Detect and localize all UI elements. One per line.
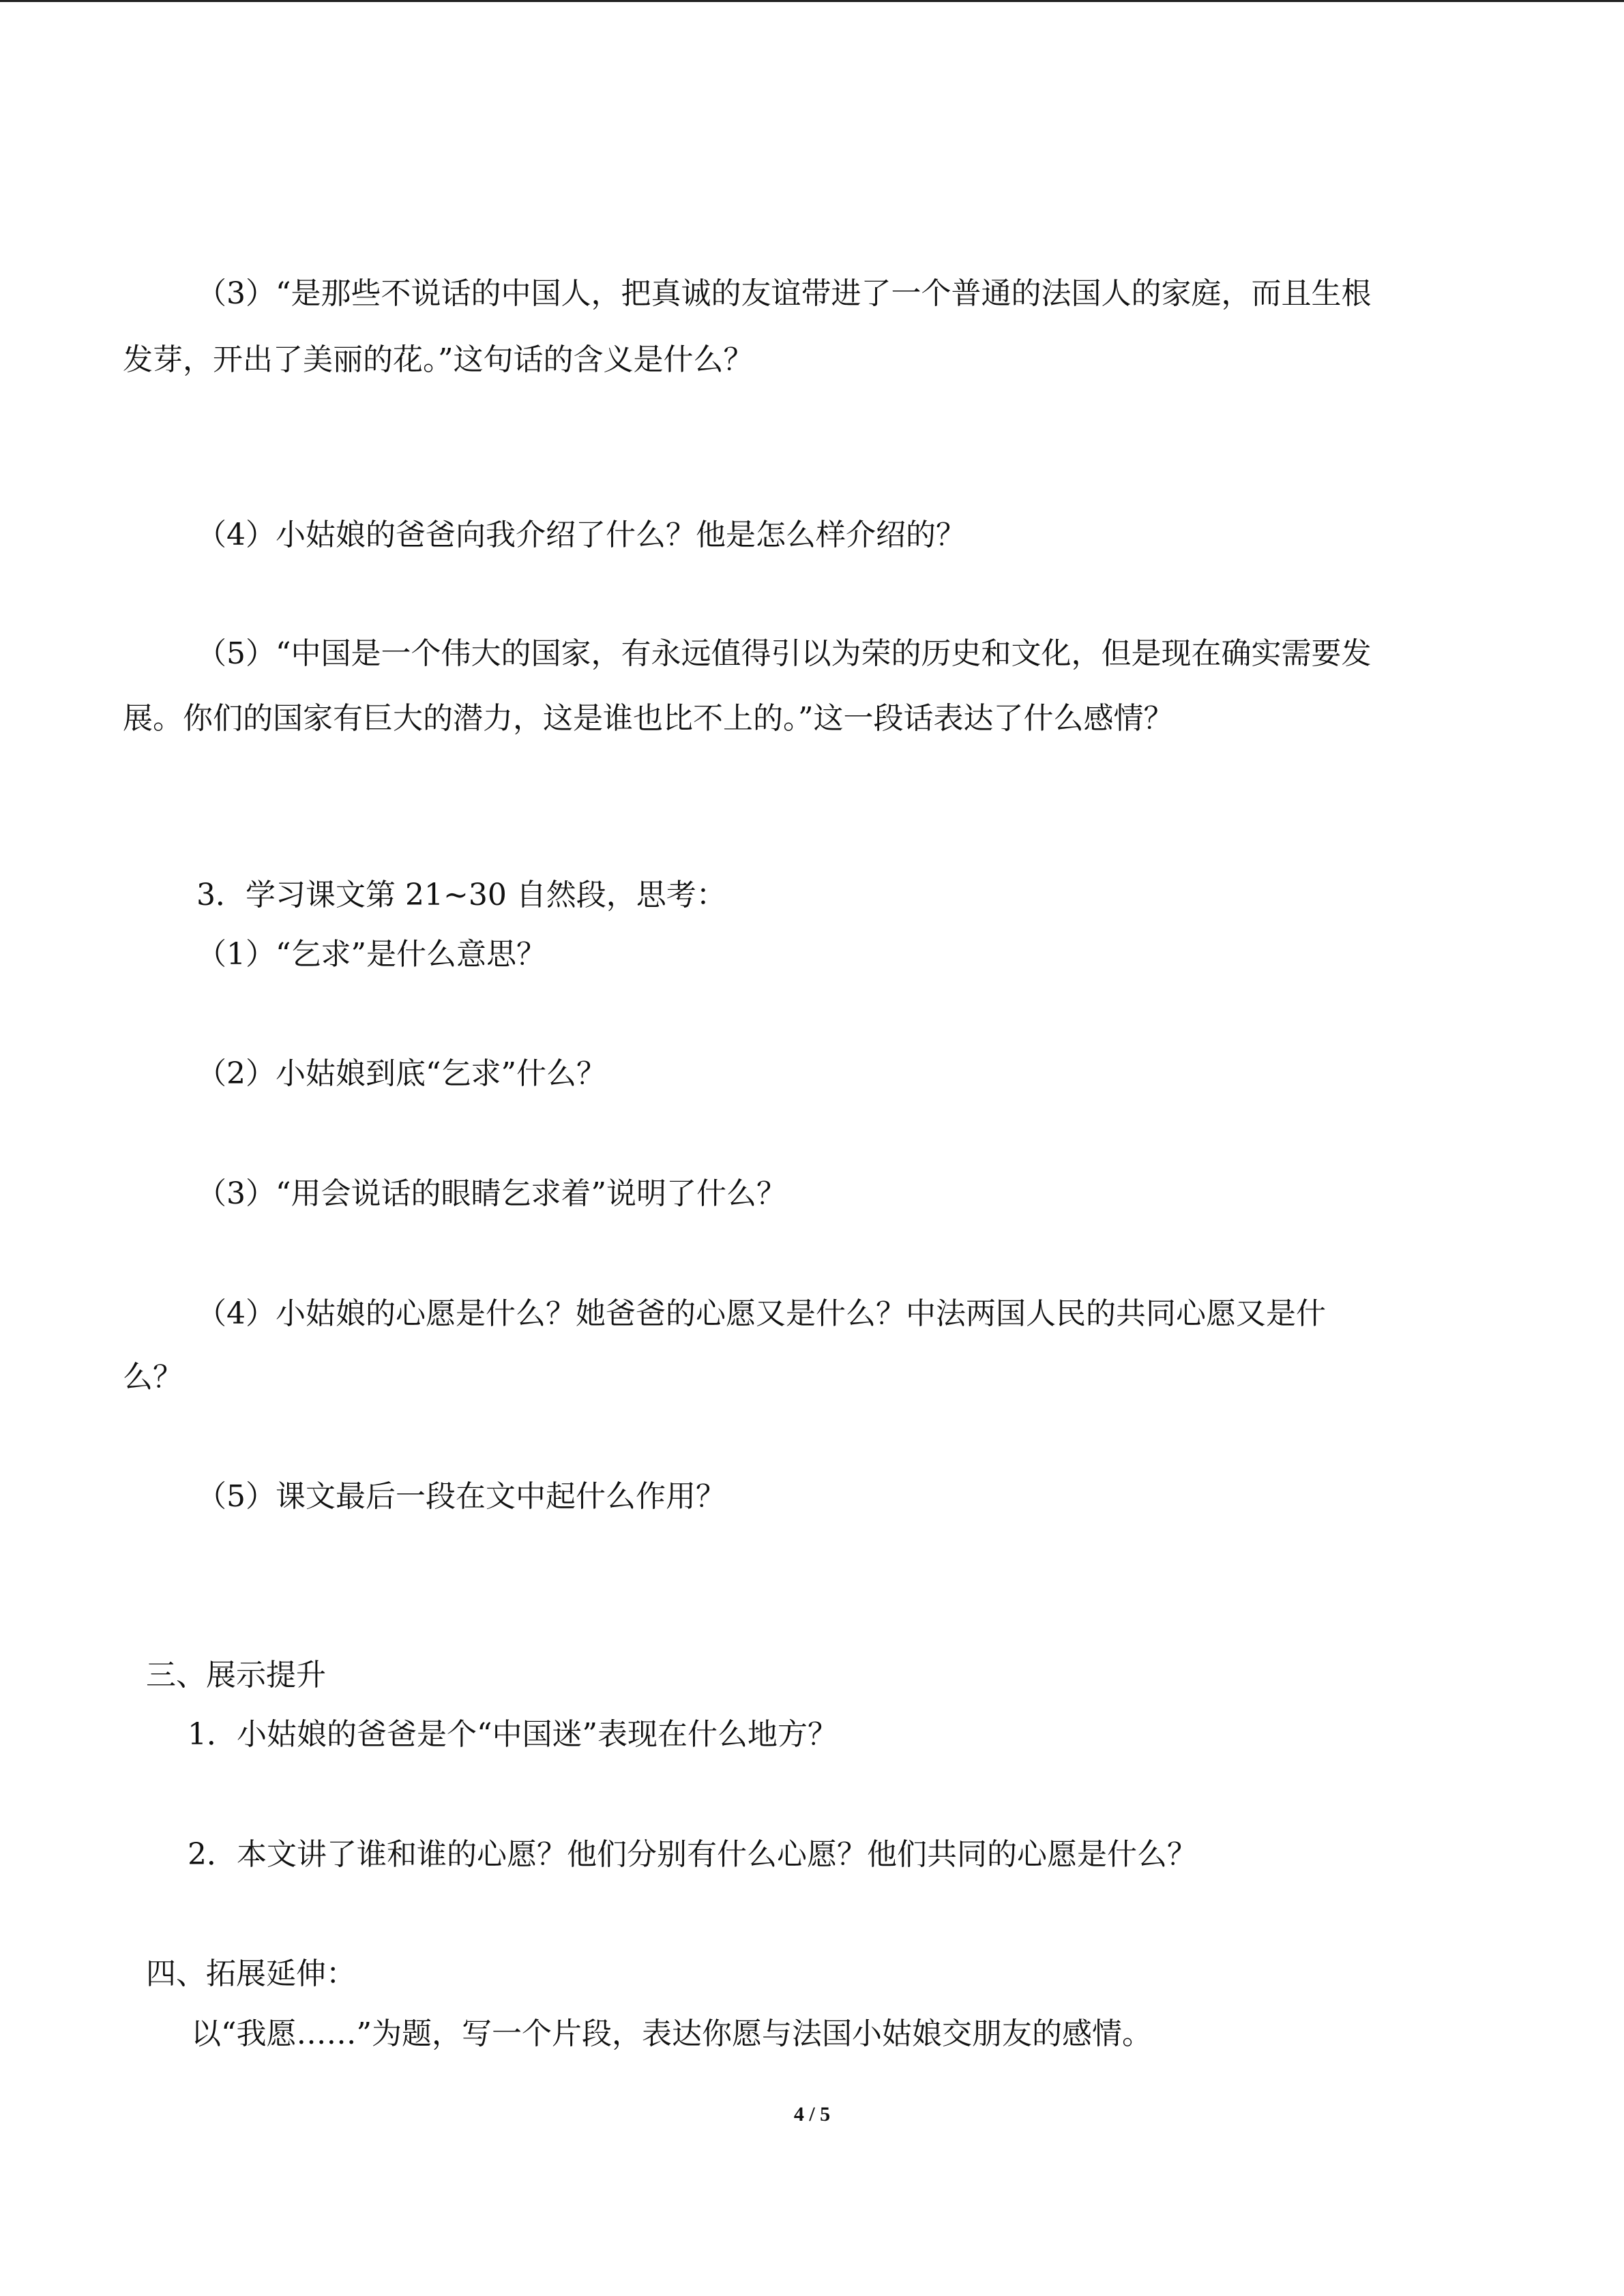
- extension-task: 以“我愿……”为题，写一个片段，表达你愿与法国小姑娘交朋友的感情。: [191, 2016, 1152, 2051]
- page-number: 4 / 5: [793, 2103, 831, 2126]
- question-3-line-1: （3）“是那些不说话的中国人，把真诚的友谊带进了一个普通的法国人的家庭，而且生根: [196, 276, 1372, 311]
- page-top-rule: [0, 0, 1624, 2]
- section-3-question-3: （3）“用会说话的眼睛乞求着”说明了什么？: [196, 1176, 786, 1211]
- section-3-question-2: （2）小姑娘到底“乞求”什么？: [196, 1056, 606, 1091]
- question-3-line-2: 发芽，开出了美丽的花。”这句话的含义是什么？: [123, 342, 754, 377]
- section-3-question-4-line-2: 么？: [123, 1360, 183, 1395]
- section-3-question-4-line-1: （4）小姑娘的心愿是什么？她爸爸的心愿又是什么？中法两国人民的共同心愿又是什: [196, 1296, 1326, 1331]
- show-improve-item-2: 2．本文讲了谁和谁的心愿？他们分别有什么心愿？他们共同的心愿是什么？: [188, 1837, 1197, 1872]
- show-improve-item-1: 1．小姑娘的爸爸是个“中国迷”表现在什么地方？: [188, 1717, 838, 1752]
- section-3-question-5: （5）课文最后一段在文中起什么作用？: [196, 1479, 726, 1514]
- extension-heading: 四、拓展延伸：: [146, 1956, 356, 1991]
- question-5-line-2: 展。你们的国家有巨大的潜力，这是谁也比不上的。”这一段话表达了什么感情？: [123, 701, 1174, 736]
- section-3-intro: 3．学习课文第 21~30 自然段，思考：: [196, 878, 726, 912]
- question-4: （4）小姑娘的爸爸向我介绍了什么？他是怎么样介绍的？: [196, 518, 966, 552]
- section-3-question-1: （1）“乞求”是什么意思？: [196, 937, 546, 972]
- show-improve-heading: 三、展示提升: [146, 1658, 326, 1693]
- question-5-line-1: （5）“中国是一个伟大的国家，有永远值得引以为荣的历史和文化，但是现在确实需要发: [196, 636, 1372, 671]
